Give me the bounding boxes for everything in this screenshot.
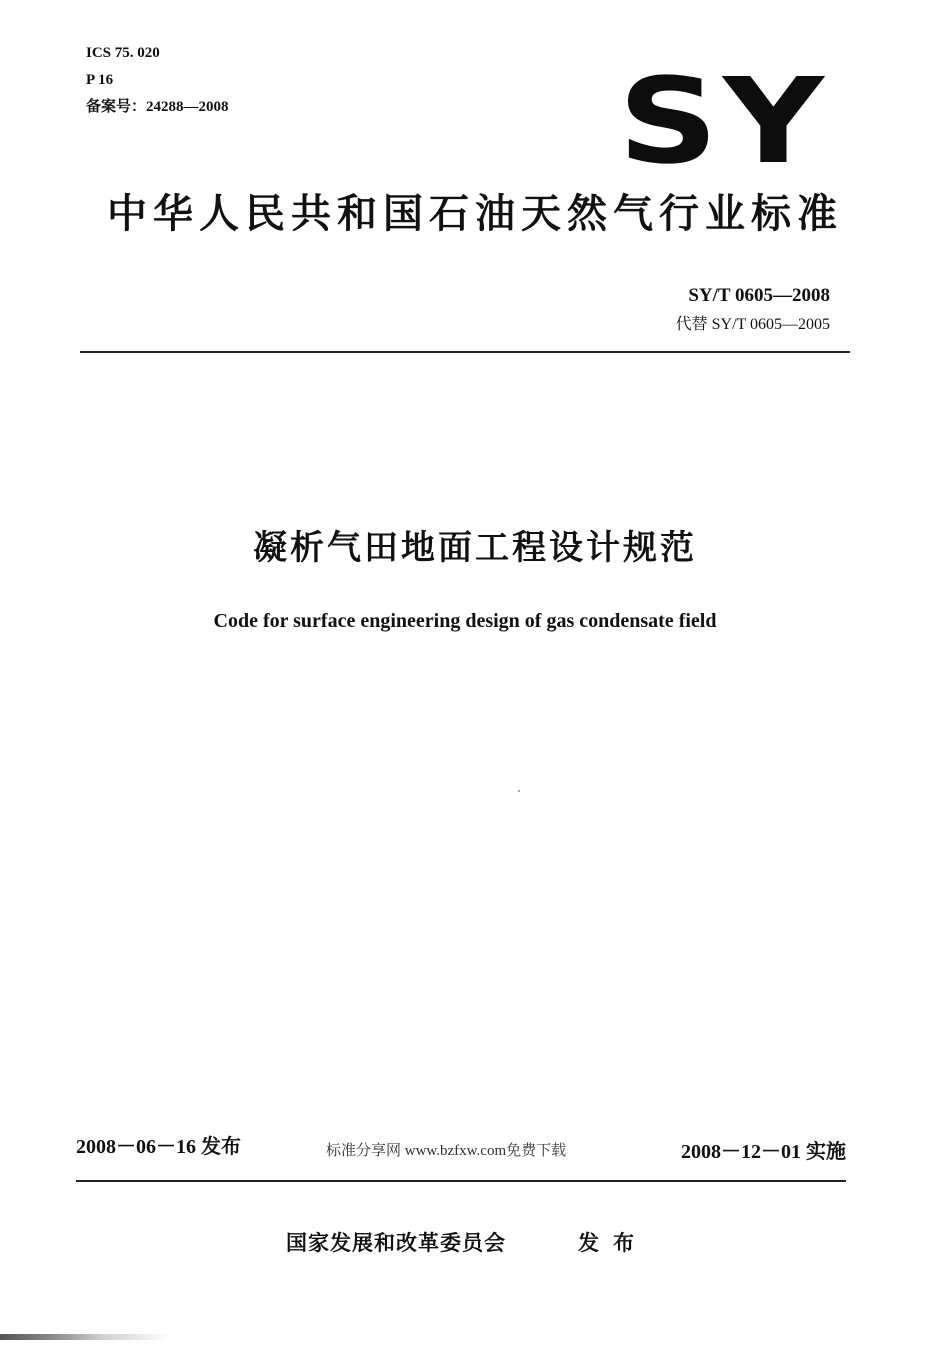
- document-title-english: Code for surface engineering design of gas condensate field: [213, 610, 717, 632]
- industry-standard-title: 中华人民共和国石油天然气行业标准: [107, 191, 843, 237]
- standard-number: SY/T 0605—2008: [688, 285, 830, 306]
- document-title-chinese: 凝析气田地面工程设计规范: [253, 528, 697, 568]
- issue-label: 发布: [578, 1231, 648, 1255]
- filing-number: 备案号：24288—2008: [86, 99, 229, 115]
- ics-code: ICS 75. 020: [86, 45, 160, 61]
- effective-date: 2008－12－01 实施: [681, 1141, 846, 1163]
- issue-date: 2008－06－16 发布: [76, 1136, 241, 1158]
- scan-speck: [518, 790, 520, 792]
- top-divider: [80, 351, 850, 353]
- bottom-divider: [76, 1180, 846, 1182]
- scan-edge-artifact: [0, 1334, 170, 1340]
- issuing-authority: 国家发展和改革委员会: [286, 1231, 506, 1255]
- sy-logo: SY: [618, 52, 829, 190]
- clc-code: P 16: [86, 72, 114, 88]
- watermark-text: 标准分享网 www.bzfxw.com免费下载: [326, 1143, 567, 1159]
- replaces-standard: 代替 SY/T 0605—2005: [675, 316, 830, 333]
